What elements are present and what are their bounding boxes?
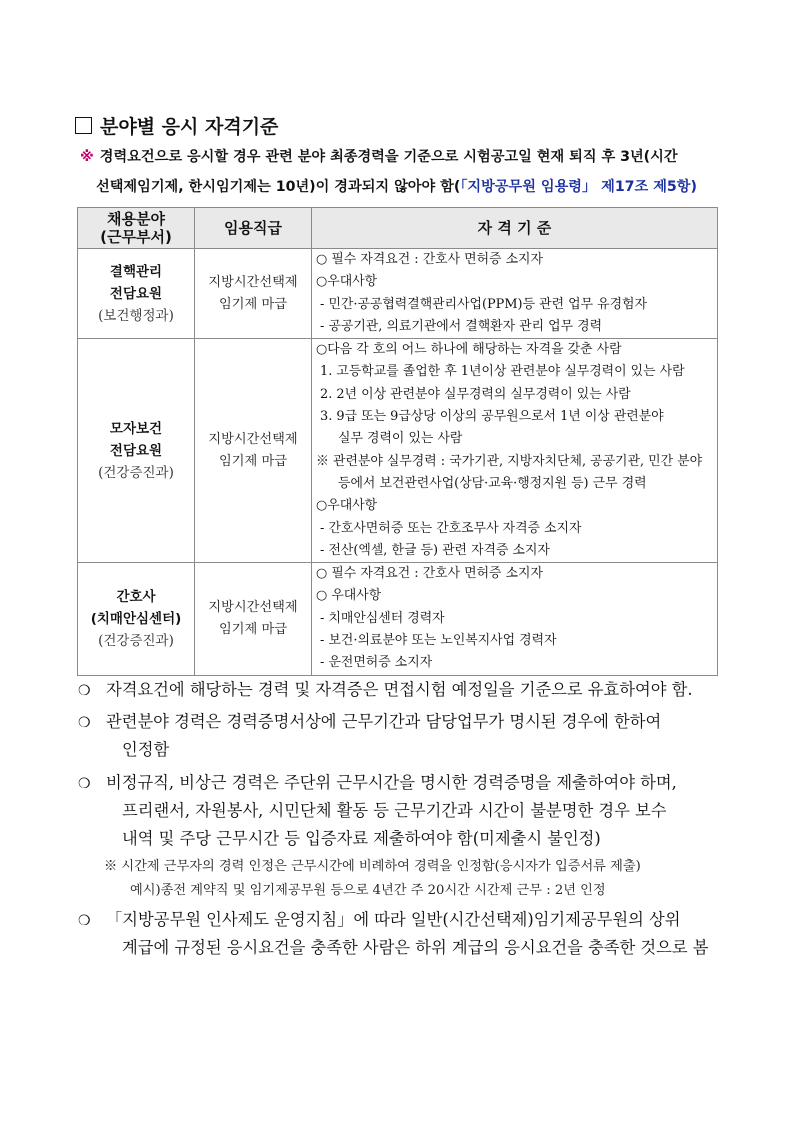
bullet-circle-icon: ❍ (78, 776, 91, 792)
criteria-line: 1. 고등학교를 졸업한 후 1년이상 관련분야 실무경력이 있는 사람 (320, 364, 685, 380)
field-name-line2: 전담요원 (109, 442, 163, 459)
notice-mark: ※ (80, 149, 94, 165)
criteria-line: ○ 필수 자격요건 : 간호사 면허증 소지자 (316, 252, 543, 267)
table-row (78, 249, 718, 339)
field-cell (78, 249, 195, 339)
header-field-line2: (근무부서) (100, 228, 172, 246)
bullet-circle-icon: ❍ (78, 683, 91, 699)
table-row (78, 563, 718, 675)
sub-note-line-1: ※ 시간제 근무자의 경력 인정은 근무시간에 비례하여 경력을 인정함(응시자가 입증서류 제출) (104, 859, 641, 874)
note-continuation: 내역 및 주당 근무시간 등 입증자료 제출하여야 함(미제출시 불인정) (122, 829, 601, 848)
criteria-line: - 전산(엑셀, 한글 등) 관련 자격증 소지자 (320, 542, 550, 558)
grade-line2: 임기제 마급 (219, 453, 287, 469)
bullet-circle-icon: ❍ (78, 913, 91, 929)
header-criteria: 자 격 기 준 (312, 208, 718, 249)
grade-cell (195, 339, 312, 563)
notice-text-2b: 「지방공무원 임용령」 제17조 제5항) (460, 179, 697, 195)
criteria-line: 2. 2년 이상 관련분야 실무경력의 실무경력이 있는 사람 (320, 386, 631, 402)
table-row (78, 339, 718, 563)
sub-note-line-2: 예시)종전 계약직 및 임기제공무원 등으로 4년간 주 20시간 시간제 근무 : 2년 인정 (130, 883, 606, 898)
criteria-line: - 운전면허증 소지자 (320, 655, 433, 671)
criteria-line: - 간호사면허증 또는 간호조무사 자격증 소지자 (320, 520, 582, 536)
notice-text-2a: 선택제임기제, 한시임기제는 10년)이 경과되지 않아야 함( (96, 179, 461, 195)
grade-cell (195, 249, 312, 339)
field-dept: (보건행정과) (98, 307, 174, 324)
grade-line1: 지방시간선택제 (208, 431, 298, 447)
bullet-circle-icon: ❍ (78, 715, 91, 731)
grade-line2: 임기제 마급 (219, 621, 287, 637)
criteria-line: - 치매안심센터 경력자 (320, 610, 445, 626)
criteria-cell (312, 563, 718, 675)
grade-cell (195, 563, 312, 675)
criteria-line: ○우대사항 (316, 498, 378, 514)
criteria-line: - 보건·의료분야 또는 노인복지사업 경력자 (320, 633, 557, 649)
grade-line2: 임기제 마급 (219, 296, 287, 312)
criteria-line: 실무 경력이 있는 사람 (338, 431, 463, 447)
section-heading-text: 분야별 응시 자격기준 (100, 116, 279, 138)
note-continuation: 인정함 (122, 740, 170, 759)
notice-line-2 (96, 176, 746, 196)
criteria-cell (312, 249, 718, 339)
criteria-line: ○ 필수 자격요건 : 간호사 면허증 소지자 (316, 566, 543, 582)
note-continuation: 계급에 규정된 응시요건을 충족한 사람은 하위 계급의 응시요건을 충족한 것으로 봄 (122, 938, 709, 957)
field-name-line1: 결핵관리 (109, 263, 163, 280)
notice-line-1 (80, 146, 730, 166)
notice-text-1: 경력요건으로 응시할 경우 관련 분야 최종경력을 기준으로 시험공고일 현재 퇴직 후 3년(시간 (99, 149, 678, 165)
note-item (78, 769, 677, 793)
criteria-line: 3. 9급 또는 9급상당 이상의 공무원으로서 1년 이상 관련분야 (320, 409, 664, 425)
header-field (78, 208, 195, 249)
criteria-line: ○우대사항 (316, 274, 378, 290)
field-cell (78, 563, 195, 675)
criteria-line: 등에서 보건관련사업(상담·교육·행정지원 등) 근무 경력 (338, 475, 647, 491)
header-grade: 임용직급 (195, 208, 312, 249)
criteria-line: ※ 관련분야 실무경력 : 국가기관, 지방자치단체, 공공기관, 민간 분야 (316, 453, 703, 469)
field-dept: (건강증진과) (98, 632, 174, 649)
field-name-line1: 간호사 (116, 588, 156, 605)
criteria-cell (312, 339, 718, 563)
criteria-line: ○ 우대사항 (316, 588, 382, 604)
checkbox-square-icon (75, 117, 92, 134)
section-heading (75, 112, 278, 139)
field-cell (78, 339, 195, 563)
note-text: 「지방공무원 인사제도 운영지침」에 따라 일반(시간선택제)임기제공무원의 상위 (106, 910, 681, 929)
field-name-line2: 전담요원 (109, 285, 163, 302)
note-item (78, 708, 661, 732)
header-field-line1: 채용분야 (107, 210, 165, 228)
grade-line1: 지방시간선택제 (208, 274, 298, 290)
criteria-line: - 민간·공공협력결핵관리사업(PPM)등 관련 업무 유경험자 (320, 296, 647, 312)
note-text: 비정규직, 비상근 경력은 주단위 근무시간을 명시한 경력증명을 제출하여야 하며, (106, 773, 677, 792)
table-header-row (78, 208, 718, 249)
field-name-line2: (치매안심센터) (90, 610, 182, 627)
note-item (78, 906, 680, 930)
criteria-line: - 공공기관, 의료기관에서 결핵환자 관리 업무 경력 (320, 318, 603, 334)
note-continuation: 프리랜서, 자원봉사, 시민단체 활동 등 근무기간과 시간이 불분명한 경우 보수 (122, 801, 667, 820)
criteria-line: ○다음 각 호의 어느 하나에 해당하는 자격을 갖춘 사람 (316, 342, 622, 358)
note-text: 관련분야 경력은 경력증명서상에 근무기간과 담당업무가 명시된 경우에 한하여 (106, 712, 662, 731)
field-dept: (건강증진과) (98, 464, 174, 481)
criteria-table (77, 207, 718, 676)
field-name-line1: 모자보건 (109, 420, 163, 437)
grade-line1: 지방시간선택제 (208, 599, 298, 615)
note-text: 자격요건에 해당하는 경력 및 자격증은 면접시험 예정일을 기준으로 유효하여야 함. (106, 680, 693, 699)
note-item (78, 676, 693, 700)
